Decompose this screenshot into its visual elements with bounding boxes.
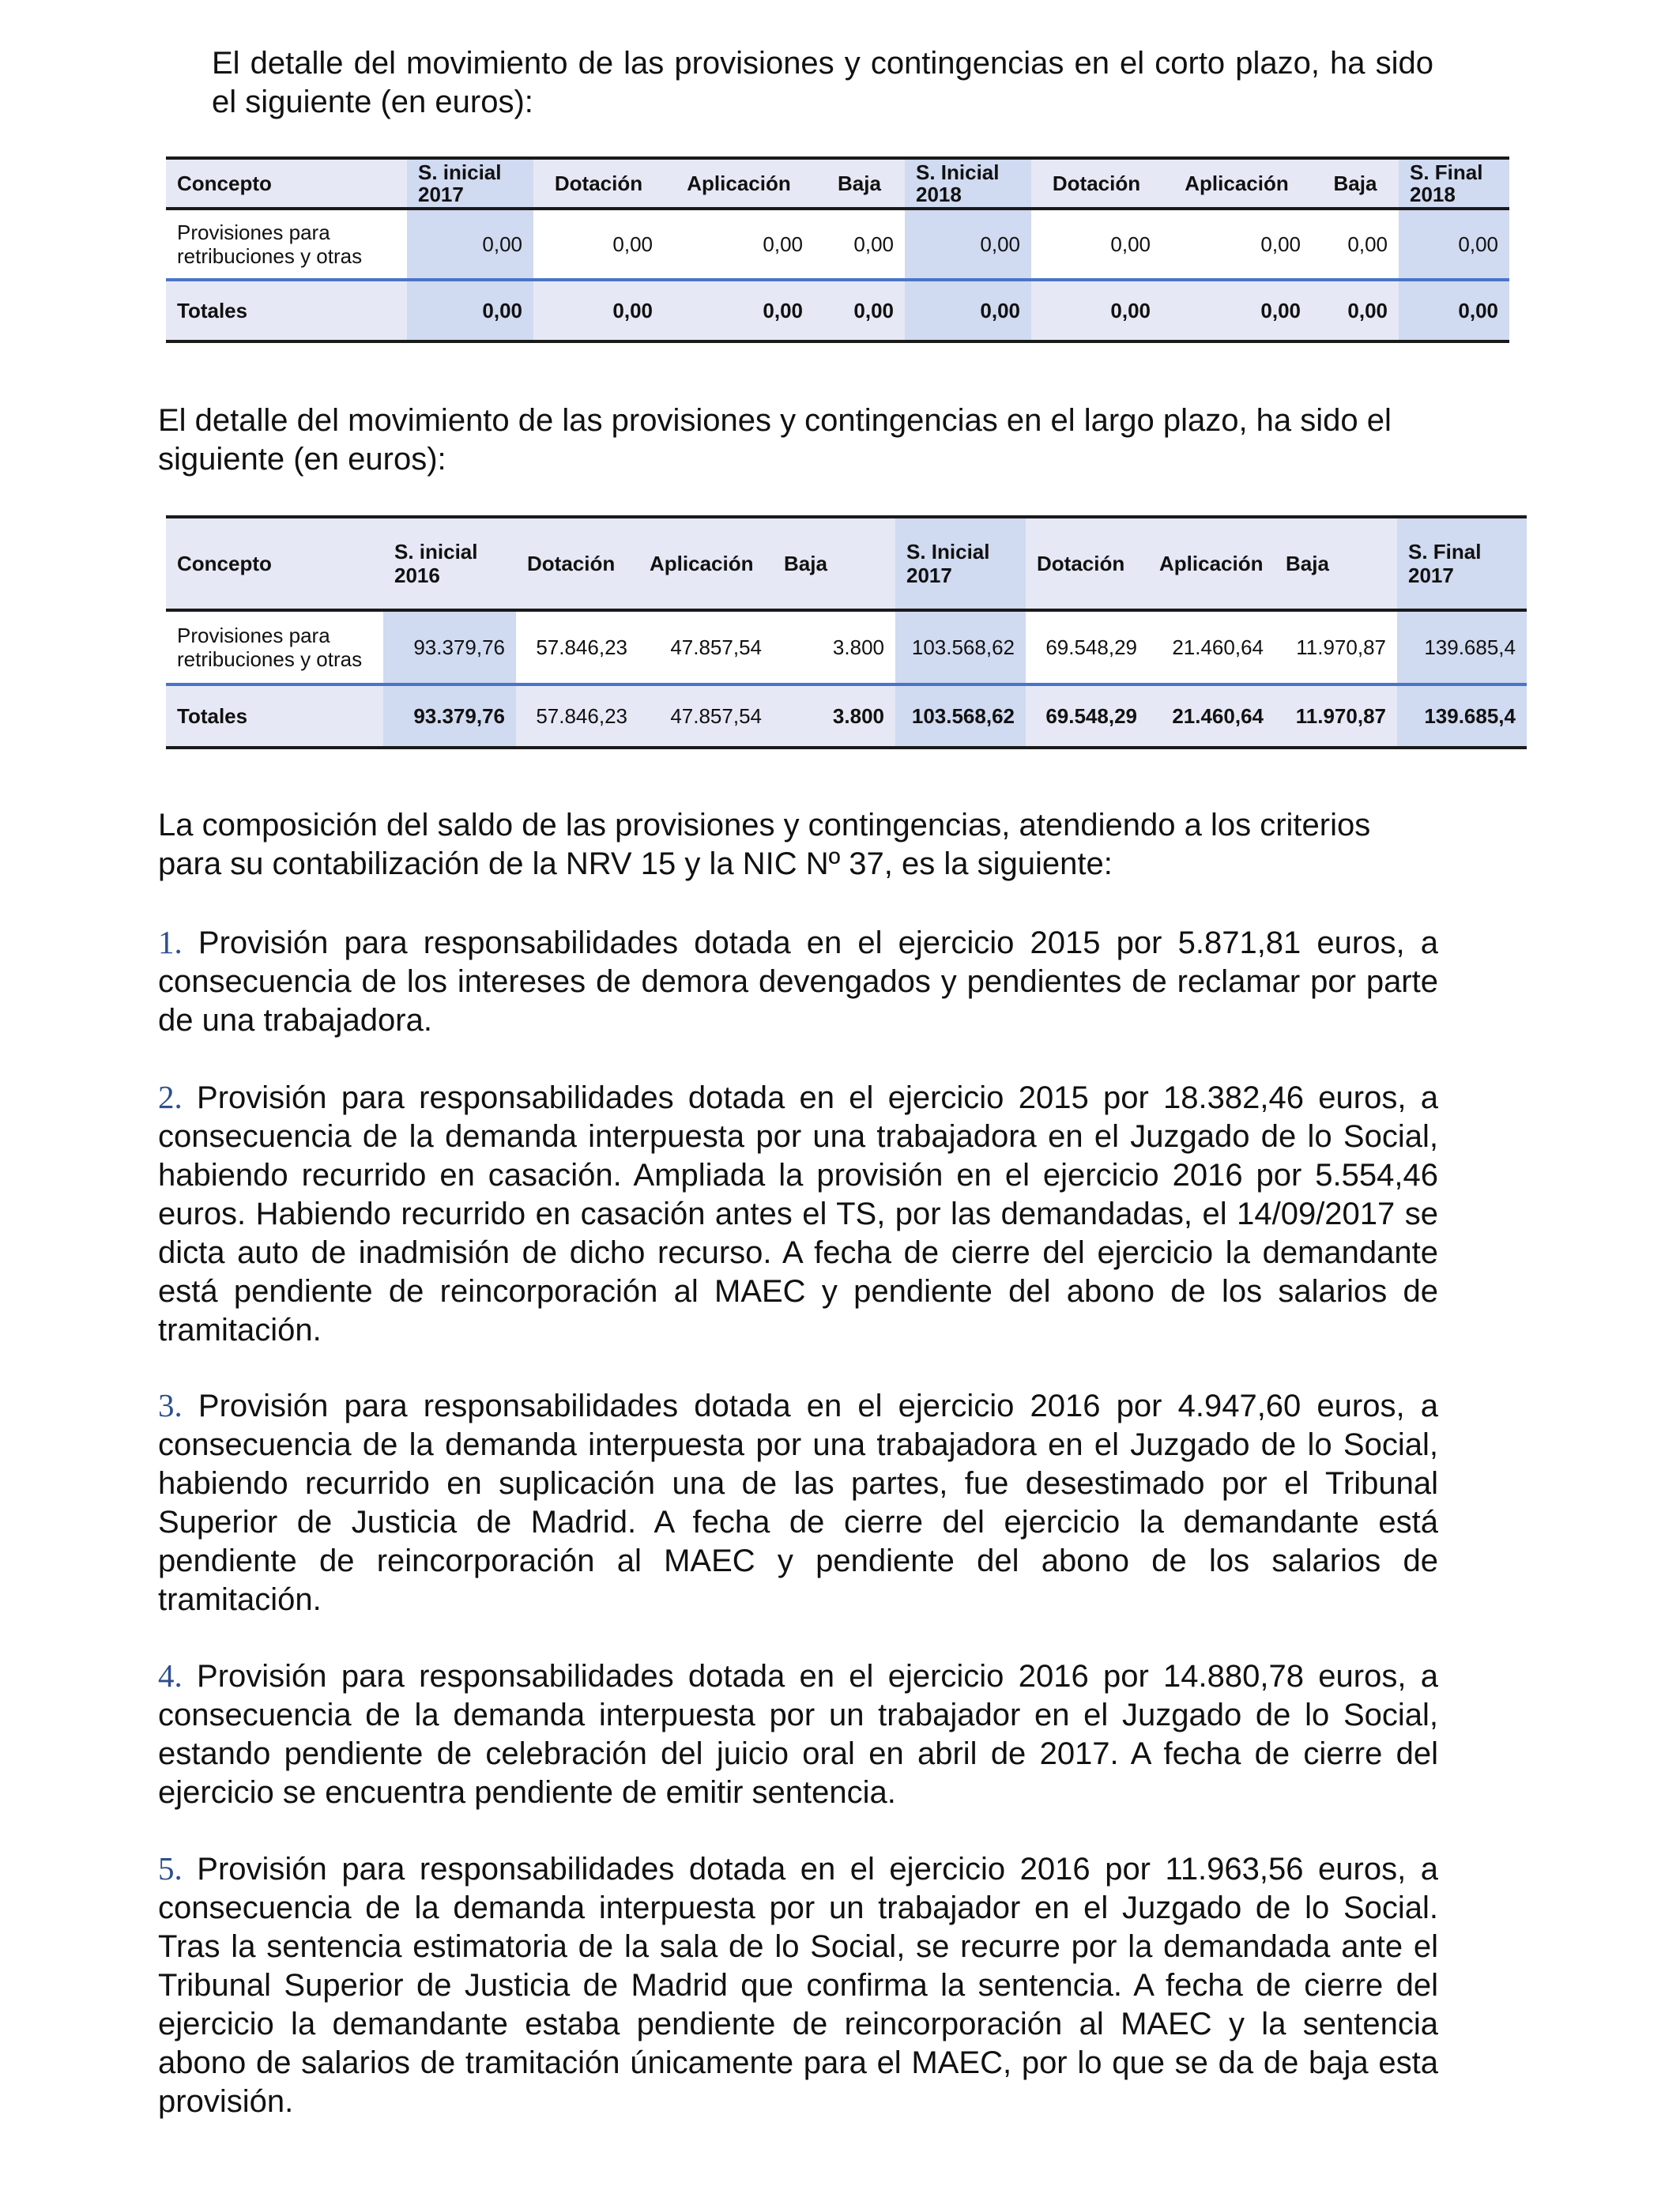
- list-item-1: [158, 923, 1438, 1040]
- cell: 0,00: [1399, 209, 1509, 280]
- item-number: 2.: [158, 1079, 183, 1115]
- col-dotacion-2: Dotación: [1052, 171, 1141, 195]
- item-number: 4.: [158, 1657, 183, 1694]
- item-text: Provisión para responsabilidades dotada en el ejercicio 2015 por 5.871,81 euros, a consecuencia de los intereses de demora devengados y pendientes de reclamar por parte de una trabajadora.: [158, 925, 1438, 1038]
- row-label: Provisiones para retribuciones y otras: [166, 209, 407, 280]
- cell: 47.857,54: [638, 610, 773, 684]
- total-label: Totales: [177, 703, 248, 728]
- cell: 47.857,54: [670, 703, 762, 728]
- item-number: 3.: [158, 1387, 183, 1423]
- list-item-3: [158, 1386, 1438, 1619]
- col-s-final-2017: [1397, 517, 1527, 610]
- col-baja: Baja: [838, 171, 881, 195]
- table-header-row: [166, 158, 1509, 209]
- cell: 0,00: [905, 280, 1031, 341]
- header-year: 2018: [1410, 183, 1456, 206]
- cell: 11.970,87: [1275, 610, 1397, 684]
- item-text: Provisión para responsabilidades dotada en el ejercicio 2015 por 18.382,46 euros, a consecuencia de la demanda interpuesta por una trabajadora en el Juzgado de lo Social, habiendo recurrido en casación. Ampliada la provisión en el ejercicio 2016 por 5.554,46 euros. Habiendo recurrido en casación antes el TS, por las demandadas, el 14/09/2017 se dicta auto de inadmisión de dicho recurso. A fecha de cierre del ejercicio la demandante está pendiente de reincorporación al MAEC y pendiente del abono de los salarios de tramitación.: [158, 1080, 1438, 1348]
- col-concepto: Concepto: [177, 551, 272, 575]
- cell: 57.846,23: [516, 610, 638, 684]
- header-year: 2017: [906, 564, 952, 587]
- col-s-final-2018: [1399, 158, 1509, 209]
- table-header-row: [166, 517, 1527, 610]
- cell: 0,00: [1110, 298, 1151, 322]
- cell: 0,00: [1399, 280, 1509, 341]
- short-term-provisions-table: [166, 156, 1509, 343]
- table-total-row: [166, 280, 1509, 341]
- col-baja-2: Baja: [1333, 171, 1377, 195]
- col-dotacion: Dotación: [527, 551, 616, 575]
- cell: 0,00: [1347, 298, 1388, 322]
- row-label: Provisiones para retribuciones y otras: [166, 610, 383, 684]
- cell: 0,00: [407, 280, 533, 341]
- header-text: S. inicial: [394, 540, 478, 564]
- cell: 0,00: [814, 209, 905, 280]
- cell: 21.460,64: [1148, 610, 1275, 684]
- composition-intro: La composición del saldo de las provisiones y contingencias, atendiendo a los criterios para su contabilización de la NRV 15 y la NIC Nº 37, es la siguiente:: [158, 808, 1371, 881]
- cell: 103.568,62: [895, 610, 1026, 684]
- total-label: Totales: [177, 298, 248, 322]
- cell: 103.568,62: [895, 684, 1026, 748]
- col-s-inicial-2017: [895, 517, 1026, 610]
- cell: 0,00: [1031, 209, 1162, 280]
- cell: 3.800: [832, 703, 884, 728]
- header-text: S. Inicial: [916, 160, 1000, 184]
- cell: 139.685,4: [1397, 684, 1527, 748]
- item-text: Provisión para responsabilidades dotada en el ejercicio 2016 por 4.947,60 euros, a consecuencia de la demanda interpuesta por una trabajadora en el Juzgado de lo Social, habiendo recurrido en suplicación una de las partes, fue desestimado por el Tribunal Superior de Justicia de Madrid. A fecha de cierre del ejercicio la demandante está pendiente de reincorporación al MAEC y pendiente del abono de los salarios de tramitación.: [158, 1389, 1438, 1617]
- header-text: S. inicial: [418, 160, 502, 184]
- cell: 0,00: [1312, 209, 1399, 280]
- col-dotacion: Dotación: [554, 171, 643, 195]
- cell: 139.685,4: [1397, 610, 1527, 684]
- list-item-4: [158, 1657, 1438, 1812]
- cell: 0,00: [533, 209, 664, 280]
- intro-short-term: El detalle del movimiento de las provisiones y contingencias en el corto plazo, ha sido el siguiente (en euros):: [212, 46, 1433, 119]
- col-s-inicial-2017: [407, 158, 533, 209]
- item-number: 5.: [158, 1850, 183, 1887]
- header-text: S. Inicial: [906, 540, 990, 564]
- cell: 69.548,29: [1026, 610, 1148, 684]
- cell: 69.548,29: [1045, 703, 1137, 728]
- header-year: 2017: [418, 183, 464, 206]
- col-baja: Baja: [784, 551, 827, 575]
- table-total-row: [166, 684, 1527, 748]
- cell: 3.800: [773, 610, 895, 684]
- cell: 0,00: [664, 209, 814, 280]
- item-number: 1.: [158, 924, 183, 960]
- header-year: 2018: [916, 183, 962, 206]
- list-item-2: [158, 1078, 1438, 1350]
- cell: 93.379,76: [383, 684, 516, 748]
- header-year: 2016: [394, 564, 440, 587]
- cell: 0,00: [612, 298, 653, 322]
- col-s-inicial-2018: [905, 158, 1031, 209]
- col-aplicacion-2: Aplicación: [1185, 171, 1289, 195]
- cell: 0,00: [1162, 209, 1312, 280]
- col-s-inicial-2016: [383, 517, 516, 610]
- col-aplicacion: Aplicación: [650, 551, 754, 575]
- table-row: [166, 610, 1527, 684]
- cell: 0,00: [853, 298, 894, 322]
- col-aplicacion-2: Aplicación: [1159, 551, 1264, 575]
- cell: 0,00: [1260, 298, 1301, 322]
- cell: 0,00: [905, 209, 1031, 280]
- col-baja-2: Baja: [1286, 551, 1329, 575]
- header-text: S. Final: [1410, 160, 1483, 184]
- col-concepto: Concepto: [177, 171, 272, 195]
- col-dotacion-2: Dotación: [1037, 551, 1125, 575]
- col-aplicacion: Aplicación: [687, 171, 791, 195]
- header-year: 2017: [1408, 564, 1454, 587]
- cell: 93.379,76: [383, 610, 516, 684]
- cell: 57.846,23: [536, 703, 627, 728]
- cell: 11.970,87: [1295, 703, 1386, 728]
- long-term-provisions-table: [166, 515, 1527, 749]
- intro-long-term: El detalle del movimiento de las provisiones y contingencias en el largo plazo, ha sido el siguiente (en euros):: [158, 403, 1392, 477]
- item-text: Provisión para responsabilidades dotada en el ejercicio 2016 por 14.880,78 euros, a consecuencia de la demanda interpuesta por un trabajador en el Juzgado de lo Social, estando pendiente de celebración del juicio oral en abril de 2017. A fecha de cierre del ejercicio se encuentra pendiente de emitir sentencia.: [158, 1659, 1438, 1810]
- table-row: [166, 209, 1509, 280]
- item-text: Provisión para responsabilidades dotada en el ejercicio 2016 por 11.963,56 euros, a consecuencia de la demanda interpuesta por un trabajador en el Juzgado de lo Social. Tras la sentencia estimatoria de la sala de lo Social, se recurre por la demandada ante el Tribunal Superior de Justicia de Madrid que confirma la sentencia. A fecha de cierre del ejercicio la demandante estaba pendiente de reincorporación al MAEC y la sentencia abono de salarios de tramitación únicamente para el MAEC, por lo que se da de baja esta provisión.: [158, 1852, 1438, 2119]
- cell: 0,00: [763, 298, 803, 322]
- list-item-5: [158, 1849, 1438, 2121]
- cell: 21.460,64: [1172, 703, 1264, 728]
- cell: 0,00: [407, 209, 533, 280]
- header-text: S. Final: [1408, 540, 1482, 564]
